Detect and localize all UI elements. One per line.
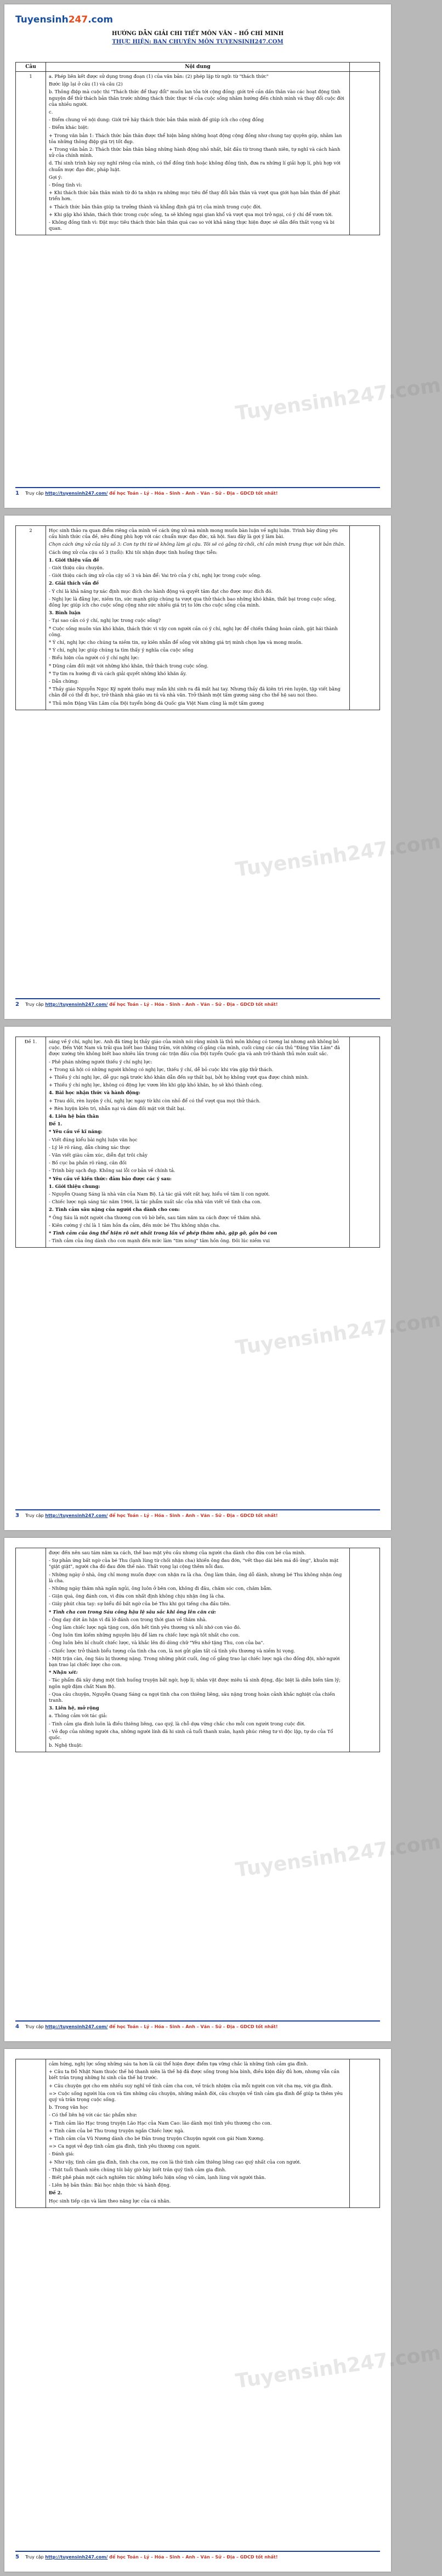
points-cell <box>350 526 380 710</box>
content-line: - Chiếc lược ngà sáng tác năm 1966, là tác phẩm xuất sắc của nhà văn viết về tình cha con. <box>49 1199 262 1205</box>
content-line: - Tác phẩm đã xây dựng một tình huống truyện bất ngờ, hợp lí; nhân vật được miêu tả sinh động, đặc biệt là diễn biến tâm lý; ngôn ngữ đậm chất Nam Bộ. <box>49 1677 341 1689</box>
page-footer: 3 Truy cập http://tuyensinh247.com/ để học Toán – Lý – Hóa – Sinh – Anh – Văn – Sử – Địa – GDCD tốt nhất! <box>15 1509 380 1519</box>
content-line: - Qua câu chuyện, Nguyễn Quang Sáng ca ngợi tình cha con thiêng liêng, sâu nặng trong hoàn cảnh khắc nghiệt của chiến tranh. <box>49 1691 335 1703</box>
content-line: Chọn cách ứng xử của tây số 3: Con tự thi từ sẽ không làm gì cậu. Tôi sẽ có gắng từ chối, chỉ cần mình trung thực với bản thân. <box>49 541 345 547</box>
answer-content <box>46 1037 350 1248</box>
content-line: - Giới thiệu câu chuyện. <box>49 565 104 571</box>
watermark: Tuyensinh247.com <box>234 1308 442 1360</box>
content-line: - Nghị lực là đằng lực, niềm tin, sức mạnh giúp chúng ta vượt qua thử thách bao những khó khăn, thất bại trong cuộc sống, đồng lực giúp ích cho cuộc sống cộng như sức nhiều giá trị to lớn cho cuộc sống của mình. <box>49 596 336 608</box>
content-line: * Yêu cầu về kĩ năng: <box>49 1129 103 1135</box>
footer-link[interactable]: http://tuyensinh247.com/ <box>45 1002 108 1007</box>
content-line: * Ý chí, nghị lực giúp chúng ta tìm thấy ý nghĩa của cuộc sống <box>49 647 194 653</box>
content-line: Học sinh thảo ra quan điểm riêng của mình về cách ứng xử mà mình mong muốn bàn luận về nghị luận. Trình bày đúng yêu cầu hình thức của đề, nêu đúng phù hợp với các chuẩn mực đạo đức, xã hội. Sau đây là gợi ý làm bài. <box>49 528 338 540</box>
content-line: - Ông luôn tìm kiếm những nguyên liệu để làm ra chiếc lược ngà tốt nhất cho con. <box>49 1632 240 1638</box>
page-footer: 4 Truy cập http://tuyensinh247.com/ để học Toán – Lý – Hóa – Sinh – Anh – Văn – Sử – Địa – GDCD tốt nhất! <box>15 2020 380 2030</box>
question-number <box>16 1548 46 1752</box>
content-line: * Thầy giáo Nguyễn Ngọc Ký người thiếu may mắn khi sinh ra đã mất hai tay. Nhưng thầy đã kiên trì rèn luyện, tập viết bằng chân để có thể đi học, trở thành nhà giáo ưu tú và nhà văn. Trở thành một tấm gương sáng cho thế hệ sau noi theo. <box>49 686 341 698</box>
watermark: Tuyensinh247.com <box>234 373 442 426</box>
question-number: 2 <box>16 526 46 710</box>
content-line: - Viết đúng kiểu bài nghị luận văn học <box>49 1136 138 1142</box>
points-cell <box>350 1037 380 1248</box>
content-line: * Tình cha con trong Sáu công hậu lệ sâu sắc khi ông lên căn cứ: <box>49 1609 216 1615</box>
content-line: - Văn viết giàu cảm xúc, diễn đạt trôi chảy <box>49 1152 148 1158</box>
answer-content <box>46 2059 350 2208</box>
content-line: - Vẻ đẹp của những người cha, những người lính đã hi sinh cả tuổi thanh xuân, hạnh phúc riêng tư vì độc lập, tự do của Tổ quốc. <box>49 1728 333 1741</box>
points-cell <box>350 72 380 235</box>
page-number: 1 <box>15 490 19 496</box>
question-number: Đề 1. <box>16 1037 46 1248</box>
content-line: - Ý chí là khả năng tự xác định mục đích cho hành động và quyết tâm đạt cho được mục đích đó. <box>49 588 273 594</box>
content-line: Đề 1. <box>49 1121 63 1127</box>
content-line: + Thiếu ý chí nghị lực, dễ gục ngã trước khó khăn dẫn đến sự thất bại, bởi họ không vượt qua được chính mình. <box>49 1074 309 1080</box>
content-line: 1. Giới thiệu chung: <box>49 1183 100 1189</box>
document-page-3 <box>4 1027 442 1530</box>
content-line: - Một trận càn, ông Sáu bị thương nặng. Trong những phút cuối, ông cố gắng trao lại chiếc lược ngà cho đồng đội, nhờ người bạn trao lại chiếc lược cho con. <box>49 1655 340 1668</box>
points-cell <box>350 1548 380 1752</box>
content-line: - Trình bày sạch đẹp. Không sai lỗi cơ bản về chính tả. <box>49 1168 175 1174</box>
column-header-question: Câu <box>16 63 46 72</box>
content-line: - Điểm chung về nội dung: Giới trẻ hãy thách thức bản thân mình để giúp ích cho cộng đồng <box>49 117 264 123</box>
content-line: => Cuộc sống người lúa con và tìm những câu chuyện, những mảnh đời, câu chuyện về tình cảm gia đình để giúp ta thêm yêu quý và trân trọng cuộc sống. <box>49 2090 343 2103</box>
content-line: 4. Bài học nhận thức và hành động: <box>49 1090 140 1096</box>
footer-link[interactable]: http://tuyensinh247.com/ <box>45 1513 108 1518</box>
content-line: - Kiên cường ý chí là 1 tâm hồn đa cảm, đến mức bé Thu không nhận cha. <box>49 1222 220 1228</box>
content-line: - Đánh giá: <box>49 2151 75 2157</box>
content-line: + Rèn luyện kiên trì, nhẫn nại và dám đối mặt với thất bại. <box>49 1105 186 1111</box>
content-line: + Trong văn bản 1: Thách thức bản thân được thể hiện bằng những hoạt động cộng đồng như chung tay quyên góp, nhằm lan tỏa những thông điệp giá trị tốt đẹp. <box>49 132 342 144</box>
content-line: Học sinh tiếp cận và làm theo năng lực của cá nhân. <box>49 2198 171 2204</box>
content-line: * Nhận xét: <box>49 1669 78 1675</box>
content-line: - Phê phán những người thiếu ý chí nghị lực: <box>49 1058 152 1065</box>
content-line: - Biết phê phán một cách nghiêm túc những biểu hiện sống vô cảm, lạnh lùng với người thân. <box>49 2175 266 2181</box>
watermark: Tuyensinh247.com <box>234 830 442 882</box>
content-line: - Ông làm chiếc lược ngà tặng con, dồn hết tình yêu thương và nỗi nhớ con vào đó. <box>49 1624 241 1630</box>
content-line: * Dũng cảm đối mặt với những khó khăn, thử thách trong cuộc sống. <box>49 663 208 669</box>
content-line: - Dẫn chứng: <box>49 678 79 684</box>
content-line: + Câu chuyện gợi cho em nhiều suy nghĩ về tình cảm cha con, về trách nhiệm của mỗi người con với cha mẹ, với gia đình. <box>49 2082 333 2088</box>
content-line: * Yêu cầu về kiến thức: đảm bảo được các ý sau: <box>49 1175 172 1181</box>
column-header-points <box>350 63 380 72</box>
content-line: - Tình cảm gia đình luôn là điều thiêng liêng, cao quý, là chỗ dựa vững chắc cho mỗi con người trong cuộc đời. <box>49 1720 305 1726</box>
content-line: - Tình cảm của ông dành cho con mạnh đến mức làm "tim nóng" tâm hồn ông. Đôi lúc niềm vui <box>49 1238 270 1244</box>
footer-link[interactable]: http://tuyensinh247.com/ <box>45 2555 108 2560</box>
document-title: HƯỚNG DẪN GIẢI CHI TIẾT MÔN VĂN – HỒ CHÍ MINH <box>111 31 284 37</box>
content-line: + Tình cảm của bé Thu trong truyện ngắn Chiếc lược ngà. <box>49 2127 185 2133</box>
content-line: b. Thông điệp mà cuộc thi "Thách thức để thay đổi" muốn lan tỏa tới cộng đồng: giới trẻ cần dấn thân vào các hoạt động tình nguyện để thử thách bản thân trước những thách thức thực tế của cuộc sống nhằm hướng đến chính mình và thay đổi cuộc đời của nhiều người. <box>49 89 344 107</box>
content-line: 2. Giải thích vấn đề <box>49 580 99 586</box>
content-line: - Những ngày ở nhà, ông chỉ mong muốn được con nhận ra là cha. Ông làm thân, ông dỗ dành, nhưng bé Thu không nhận ông là cha. <box>49 1571 342 1583</box>
content-line: - Ông luôn bên bỉ chuốt chiếc lược, và khắc lên đó dòng chữ "Yêu nhớ tặng Thu, con của ba". <box>49 1640 264 1646</box>
document-page-1 <box>4 4 442 508</box>
content-line: + Khi thách thức bản thân mình từ đó ta nhận ra những mục tiêu để thay đổi bản thân và vượt qua giới hạn bản thân để phát triển hơn. <box>49 190 341 202</box>
document-subtitle: THỰC HIỆN: BAN CHUYÊN MÔN TUYENSINH247.COM <box>112 39 284 45</box>
content-line: Gợi ý: <box>49 174 63 180</box>
content-line: - Giây phút chia tay: sự biểu đồ bất ngờ của bé Thu khi gọi tiếng cha đầu tiên. <box>49 1601 231 1607</box>
content-line: + Tình cảm của Vũ Nương dành cho bé Đản trong truyện Chuyện người con gái Nam Xương. <box>49 2136 265 2142</box>
page-number: 5 <box>15 2554 19 2560</box>
points-cell <box>350 2059 380 2208</box>
watermark: Tuyensinh247.com <box>234 1830 442 1882</box>
answer-content <box>46 526 350 710</box>
content-line: - Những ngày thăm nhà ngắn ngủi, ông luôn ở bên con, không đi đâu, chăm sóc con, chăm bẵm. <box>49 1586 273 1592</box>
content-line: * Ý chí, nghị lực cho chúng ta niềm tin, sự kiên nhẫn để sống với những giá trị mình chọn lựa và mong muốn. <box>49 639 303 646</box>
content-line: Đề 2. <box>49 2190 63 2196</box>
content-line: - Bố cục ba phần rõ ràng, cân đối <box>49 1160 127 1166</box>
answer-content <box>46 1548 350 1752</box>
content-line: + Thách thức bản thân giúp ta trưởng thành và khẳng định giá trị của mình trong cuộc đời. <box>49 203 262 210</box>
content-line: * Ông Sáu là một người cha thương con vô bờ bến, sau tám năm xa cách được về thăm nhà. <box>49 1214 262 1220</box>
content-line: 4. Liên hệ bản thân <box>49 1113 99 1119</box>
content-line: c. <box>49 109 53 115</box>
footer-link[interactable]: http://tuyensinh247.com/ <box>45 491 108 496</box>
page-number: 2 <box>15 1001 19 1007</box>
content-line: 1. Giới thiệu vấn đề <box>49 557 99 563</box>
answer-table <box>15 62 380 235</box>
content-line: - Lý lẽ rõ ràng, dẫn chứng xác thực <box>49 1144 131 1150</box>
content-line: * Cuộc sống muôn vàn khó khăn, thách thức vì vậy con người cần có ý chí, nghị lực để chiến thắng hoàn cảnh, gặt hái thành công. <box>49 625 338 637</box>
answer-table <box>15 525 380 710</box>
content-line: - Chiếc lược trở thành biểu tượng của tình cha con, là nơi gửi gắm tất cả tình yêu thương và niềm hi vọng. <box>49 1647 296 1654</box>
answer-content <box>46 72 350 235</box>
document-page-5 <box>4 2049 442 2572</box>
content-line: a. Thông cảm với tác giả: <box>49 1713 107 1719</box>
answer-table <box>15 1037 380 1248</box>
page-number: 3 <box>15 1513 19 1519</box>
content-line: 2. Tình cảm sâu nặng của người cha dành cho con: <box>49 1207 180 1213</box>
content-line: b. Nghệ thuật: <box>49 1742 83 1748</box>
content-line: d. Thí sinh trình bày suy nghĩ riêng của mình, có thể đồng tình hoặc không đồng tình, đưa ra những lí giải hợp lí, phù hợp với chuẩn mực đạo đức, pháp luật. <box>49 160 341 172</box>
footer-link[interactable]: http://tuyensinh247.com/ <box>45 2024 108 2029</box>
content-line: - Giới thiệu cách ứng xử của cậy số 3 và bàn để: Vai trò của ý chí, nghị lực trong cuộc sống. <box>49 573 262 579</box>
site-logo[interactable]: Tuyensinh247.com <box>15 14 114 25</box>
content-line: + Khi gặp khó khăn, thách thức trong cuộc sống, ta sẽ không ngại gian khổ và vượt qua mọi trở ngại, có ý chí để vươn tới. <box>49 211 333 217</box>
content-line: a. Phép liên kết được sử dụng trong đoạn (1) của văn bản: (2) phép lặp từ ngữ: từ "thách thức" <box>49 73 269 79</box>
content-line: * Tự tìm ra hướng đi và cách giải quyết những khó khăn ấy. <box>49 670 187 676</box>
content-line: cảm hứng, nghị lực sống những sáu ta hơn là cái thể hiện được điểm tựa vững chắc là những tình cảm gia đình. <box>49 2061 308 2067</box>
content-line: - Tại sao cần có ý chí, nghị lực trong cuộc sống? <box>49 618 161 624</box>
content-line: - Biểu hiện của người có ý chí nghị lực: <box>49 655 140 661</box>
document-page-2 <box>4 516 442 1019</box>
page-footer: 5 Truy cập http://tuyensinh247.com/ để học Toán – Lý – Hóa – Sinh – Anh – Văn – Sử – Địa – GDCD tốt nhất! <box>15 2551 380 2560</box>
content-line: 3. Liên hệ, mở rộng <box>49 1705 99 1711</box>
answer-table <box>15 2059 380 2208</box>
page-number: 4 <box>15 2024 19 2030</box>
content-line: + Câu ta Đỗ Nhật Nam thuộc thế hệ thanh niên là thế hệ đã được sống trong hòa bình, điều kiện đầy đủ hơn, nhưng vẫn cần biết trân trọng những hi sinh của thế hệ trước. <box>49 2069 339 2081</box>
content-line: 3. Bình luận <box>49 610 81 616</box>
content-line: Bước lặp lại ở câu (1) và câu (2) <box>49 81 123 87</box>
content-line: - Giận quá, ông đánh con, vì đứa con nhất định không chịu nhận ông là cha. <box>49 1593 225 1599</box>
content-line: => Ca ngợi vẻ đẹp tình cảm gia đình, tình yêu thương con người. <box>49 2143 201 2149</box>
content-line: - Liên hệ bản thân: Bài học nhận thức và hành động. <box>49 2182 171 2188</box>
content-line: + Trong xã hội có những người không có nghị lực, thiếu ý chí, dễ bỏ cuộc khi vừa gặp thử thách. <box>49 1066 274 1072</box>
content-line: + Trau dồi, rèn luyện ý chí, nghị lực ngay từ khi còn nhỏ để có thể vượt qua mọi thử thách. <box>49 1097 261 1103</box>
content-line: b. Trong văn học <box>49 2104 88 2110</box>
answer-table <box>15 1548 380 1752</box>
content-line: - Thật tuổi thanh niên chúng tôi bây giờ hãy biết trân quý tình cảm gia đình. <box>49 2166 226 2172</box>
content-line: sáng về ý chí, nghị lực. Anh đã từng bị thầy giáo của mình nói rằng mình là thủ môn không có tương lai nhưng anh không bỏ cuộc. Đến Việt Nam và trải qua biết bao thăng trầm, với những cố gắng của mình, cuối cùng các cầu thủ "Đặng Văn Lâm" đã được xướng tên không biết bao nhiêu lần trong các trận đấu của Đội tuyển Quốc gia và anh trở thành thủ môn xuất sắc. <box>49 1039 341 1057</box>
content-line: - Điểm khác biệt: <box>49 124 89 131</box>
content-line: + Tình cảm lão Hạc trong truyện Lão Hạc của Nam Cao: lão dành mọi tình yêu thương cho con. <box>49 2120 272 2126</box>
column-header-content: Nội dung <box>46 63 350 72</box>
content-line: - Đồng tình vì: <box>49 182 82 188</box>
document-page-4 <box>4 1538 442 2041</box>
content-line: - Nguyễn Quang Sáng là nhà văn của Nam Bộ. Là tác giả viết rất hay, hiểu về tâm lí con người. <box>49 1191 270 1197</box>
content-line: - Không đồng tình vì: Đặt mục tiêu thách thức bản thân quá cao so với khả năng thực hiện được sẽ dẫn đến thất vọng và bi quan. <box>49 219 335 231</box>
content-line: - Sự phản ứng bất ngờ của bé Thu (lạnh lùng từ chối nhận cha) khiến ông đau đớn, "vết thẹo dài bên má đỏ ửng", khuôn mặt "giật giật", người cha đó đau đớn thế nào. Thất vọng lại cộng thêm nỗi đau. <box>49 1558 339 1570</box>
content-line: + Như vậy, tình cảm gia đình, tình cha con, mẹ con là thứ tình cảm thiêng liêng cao quý nhất của con người. <box>49 2159 301 2165</box>
content-line: + Trong văn bản 2: Thách thức bản thân bằng những hành động nhỏ nhất, bắt đầu từ trong thanh niên, tự nghĩ và cách hành xử của chính mình. <box>49 146 341 158</box>
content-line: Cách ứng xử của cậu số 3 (tuổi): Khi tôi nhận được tình huống thực tiễn: <box>49 549 218 555</box>
question-number: 1 <box>16 72 46 235</box>
question-number <box>16 2059 46 2208</box>
content-line: * Thủ môn Đặng Văn Lâm của Đội tuyển bóng đá Quốc gia Việt Nam cũng là một tấm gương <box>49 700 264 706</box>
page-footer: 1 Truy cập http://tuyensinh247.com/ để học Toán – Lý – Hóa – Sinh – Anh – Văn – Sử – Địa – GDCD tốt nhất! <box>15 487 380 496</box>
content-line: - Có thể liên hệ với các tác phẩm như: <box>49 2112 137 2118</box>
content-line: + Thiếu ý chí nghị lực, không có động lực vươn lên khi gặp khó khăn, họ sẽ khó thành công. <box>49 1082 263 1088</box>
page-footer: 2 Truy cập http://tuyensinh247.com/ để học Toán – Lý – Hóa – Sinh – Anh – Văn – Sử – Địa – GDCD tốt nhất! <box>15 998 380 1007</box>
content-line: - Ông day dứt ân hận vì đã lỡ đánh con trong thời gian về thăm nhà. <box>49 1616 207 1622</box>
watermark: Tuyensinh247.com <box>234 2341 442 2393</box>
content-line: được đến nên sau tám năm xa cách, thế bao mật yêu cầu nhưng của người cha dành cho đứa con bé của mình. <box>49 1550 306 1555</box>
content-line: * Tình cảm của ông thể hiện rõ nét nhất trong lần về phép thăm nhà, gặp gỡ, gắn bó con <box>49 1230 277 1236</box>
